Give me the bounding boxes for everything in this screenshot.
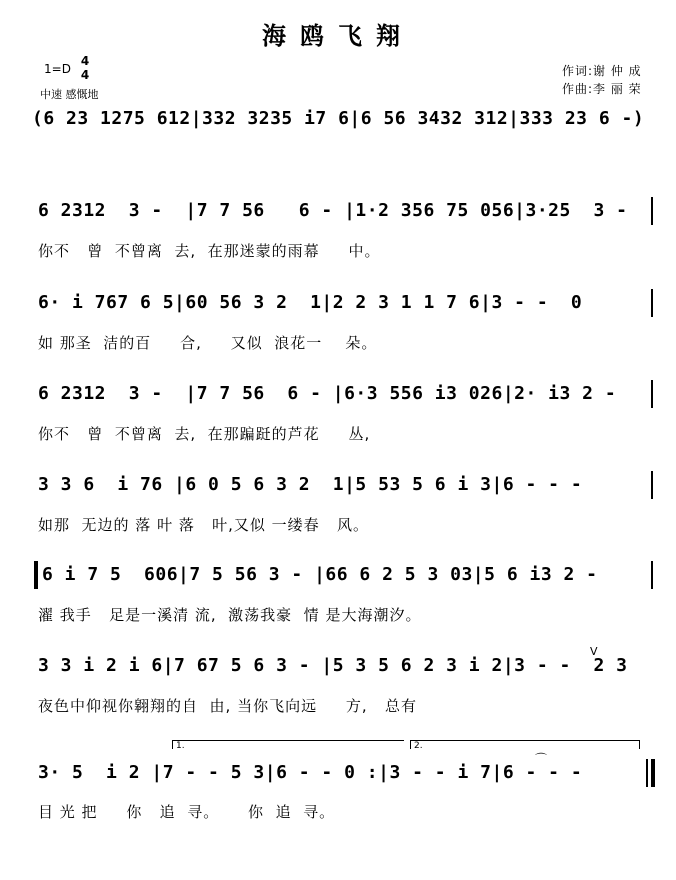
barline (651, 471, 653, 499)
time-signature (79, 54, 91, 82)
song-title: 海鸥飞翔 (262, 21, 414, 50)
lyricist-credit: 作词:谢 仲 成 (562, 64, 642, 78)
line2-lyrics: 你不 曾 不曾离 去, 在那迷蒙的雨幕 中。 (38, 242, 381, 260)
line6-notes: 6 i 7 5 606|7 5 56 3 - |66 6 2 5 3 03|5 6 i3 2 - (42, 564, 598, 585)
second-ending-bracket (410, 740, 640, 741)
tempo-marking: 中速 感慨地 (40, 88, 99, 101)
barline (651, 289, 653, 317)
line8-lyrics: 目 光 把 你 追 寻。 你 追 寻。 (38, 803, 336, 821)
fermata-mark: ⌒ (535, 752, 548, 766)
line3-lyrics: 如 那圣 洁的百 合, 又似 浪花一 朵。 (38, 334, 378, 352)
barline (651, 561, 653, 589)
line7-lyrics: 夜色中仰视你翱翔的自 由, 当你飞向远 方, 总有 (38, 697, 417, 715)
barline (651, 380, 653, 408)
final-barline-thin (646, 759, 648, 787)
final-barline-thick (651, 759, 655, 787)
line8-notes: 3· 5 i 2 |7 - - 5 3|6 - - 0 :|3 - - i 7|6 - - - (38, 762, 583, 783)
first-ending-bracket (172, 740, 404, 741)
second-ending-hook (410, 740, 411, 749)
barline (651, 197, 653, 225)
line2-notes: 6 2312 3 - |7 7 56 6 - |1·2 356 75 056|3·25 3 - (38, 200, 628, 221)
composer-credit: 作曲:李 丽 荣 (562, 82, 642, 96)
first-ending-hook (172, 740, 173, 749)
key-signature: 1=D (44, 62, 71, 76)
breath-mark: V (590, 645, 598, 658)
intro-notes: (6 23 1275 612|332 3235 i7 6|6 56 3432 312|333 23 6 -) (32, 108, 645, 129)
time-signature-top: 4 (80, 54, 90, 68)
second-ending-label: 2. (414, 741, 423, 751)
line5-notes: 3 3 6 i 76 |6 0 5 6 3 2 1|5 53 5 6 i 3|6 - - - (38, 474, 583, 495)
line5-lyrics: 如那 无边的 落 叶 落 叶,又似 一缕春 风。 (38, 516, 369, 534)
line4-lyrics: 你不 曾 不曾离 去, 在那蹁跹的芦花 丛, (38, 425, 371, 443)
second-ending-hook (639, 740, 640, 749)
first-ending-label: 1. (176, 741, 185, 751)
line7-notes: 3 3 i 2 i 6|7 67 5 6 3 - |5 3 5 6 2 3 i 2|3 - - 2 3 (38, 655, 628, 676)
start-repeat-barline (34, 561, 38, 589)
time-signature-bottom: 4 (80, 68, 90, 82)
line3-notes: 6· i 767 6 5|60 56 3 2 1|2 2 3 1 1 7 6|3 - - 0 (38, 292, 583, 313)
line6-lyrics: 濯 我手 足是一溪清 流, 激荡我豪 情 是大海潮汐。 (38, 606, 422, 624)
line4-notes: 6 2312 3 - |7 7 56 6 - |6·3 556 i3 026|2· i3 2 - (38, 383, 617, 404)
